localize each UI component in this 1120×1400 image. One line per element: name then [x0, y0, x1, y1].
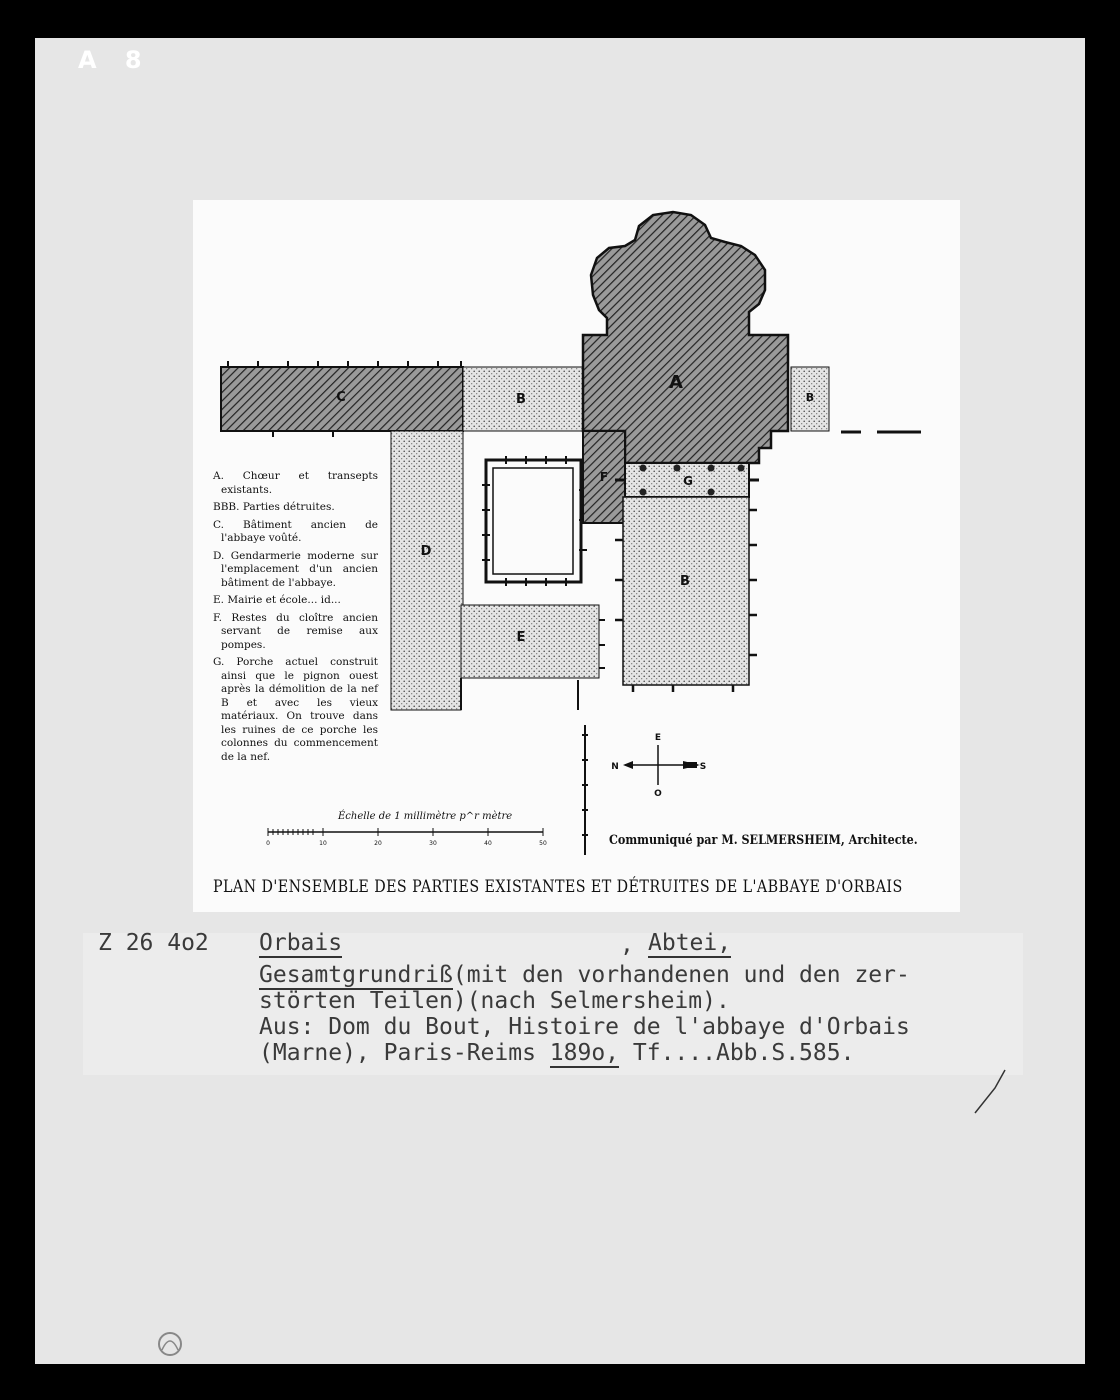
source-line: Aus: Dom du Bout, Histoire de l'abbaye d'Orbais [259, 1014, 910, 1040]
comma: , [620, 932, 634, 958]
scale-tick-20: 20 [374, 840, 382, 847]
plan-title: PLAN D'ENSEMBLE DES PARTIES EXISTANTES ET DÉTRUITES DE L'ABBAYE D'ORBAIS [213, 877, 903, 897]
legend-item: G. Porche actuel construit ainsi que le pignon ouest après la démolition de la nef B et avec les vieux matériaux. On trouve dans les ruines de ce porche les colonnes du commencement de la nef. [213, 656, 378, 763]
label-e: E [516, 630, 526, 645]
building-d [391, 431, 463, 710]
publication-plate: Tf....Abb.S.585. [619, 1040, 855, 1066]
legend-item: D. Gendarmerie moderne sur l'emplacement d'un ancien bâtiment de l'abbaye. [213, 549, 378, 589]
label-b-nave: B [680, 574, 690, 589]
scale-tick-40: 40 [484, 840, 492, 847]
description-line-1 [259, 962, 910, 988]
compass-rose [611, 733, 706, 799]
compass-s: S [699, 762, 707, 772]
building-b-nave [623, 497, 749, 685]
label-a: A [669, 372, 683, 393]
legend-item: C. Bâtiment ancien de l'abbaye voûté. [213, 518, 378, 544]
publication-year: 189o, [549, 1040, 620, 1066]
scale-tick-30: 30 [429, 840, 437, 847]
compass-o: O [654, 789, 662, 799]
place-name: Orbais [259, 930, 343, 956]
stamp-mark [152, 1326, 188, 1362]
building-type: Abtei, [648, 930, 732, 956]
cloister-piers [482, 456, 587, 586]
legend-item: A. Chœur et transepts existants. [213, 470, 378, 496]
label-b-top: B [516, 392, 526, 407]
plan-plate [193, 200, 960, 912]
legend-item: F. Restes du cloître ancien servant de remise aux pompes. [213, 611, 378, 651]
label-g: G [683, 474, 693, 488]
publication-text: (Marne), Paris-Reims [259, 1040, 550, 1066]
plan-legend [213, 470, 378, 768]
description-text: (mit den vorhandenen und den zer- [452, 962, 910, 988]
label-d: D [420, 544, 432, 559]
corner-tag: A 8 [78, 46, 152, 74]
scale-tick-0: 0 [266, 840, 270, 847]
street-lines [578, 680, 588, 855]
scale-tick-10: 10 [319, 840, 327, 847]
label-f: F [599, 470, 609, 484]
description-line-2: störten Teilen)(nach Selmersheim). [259, 988, 730, 1014]
compass-e: E [654, 733, 662, 743]
scale-label: Échelle de 1 millimètre p^r mètre [338, 811, 513, 822]
pen-stroke [965, 1068, 1015, 1118]
legend-item: BBB. Parties détruites. [213, 501, 335, 513]
label-c: C [336, 390, 346, 405]
legend-item: E. Mairie et école... id... [213, 594, 341, 606]
publication-line [259, 1040, 854, 1066]
scale-tick-50: 50 [539, 840, 547, 847]
compass-n: N [611, 762, 619, 772]
plan-type: Gesamtgrundriß [259, 962, 453, 988]
building-e [461, 605, 599, 678]
catalog-number: Z 26 4o2 [98, 930, 209, 956]
cloister [486, 460, 581, 582]
scale-bar [266, 828, 547, 847]
building-a [583, 212, 788, 463]
credit-line: Communiqué par M. SELMERSHEIM, Architecte. [609, 833, 918, 848]
label-b-right: B [805, 391, 815, 404]
